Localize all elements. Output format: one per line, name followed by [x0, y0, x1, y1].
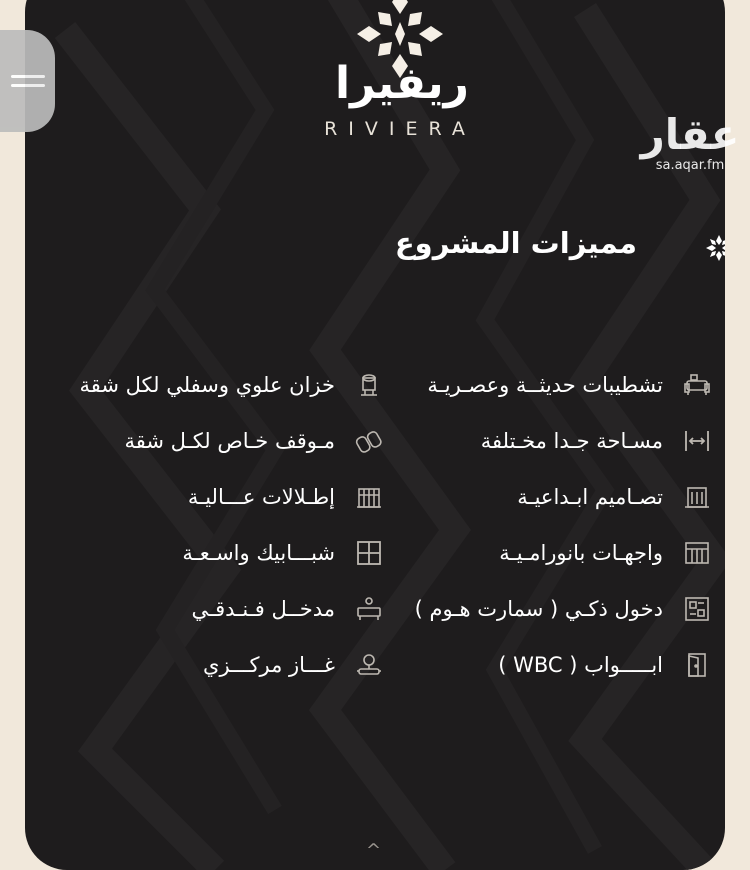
area-icon: [683, 427, 711, 455]
aqar-watermark: [630, 112, 750, 174]
feature-label: إطـلالات عـــاليـة: [187, 485, 335, 509]
door-icon: [683, 651, 711, 679]
feature-item: [77, 648, 383, 682]
bottom-ornament: ^: [366, 840, 382, 861]
feature-item: [77, 368, 383, 402]
feature-label: مدخــل فـنـدقـي: [191, 597, 335, 621]
sparkle-icon: [705, 234, 725, 262]
feature-label: خزان علوي وسفلي لكل شقة: [79, 373, 335, 397]
feature-item: [77, 480, 383, 514]
feature-label: دخول ذكـي ( سمارت هـوم ): [414, 597, 663, 621]
feature-label: واجهـات بانورامـيـة: [499, 541, 663, 565]
reception-icon: [355, 595, 383, 623]
watermark-logo-text: عقار: [640, 110, 740, 159]
water-tank-icon: [355, 371, 383, 399]
facade-icon: [683, 539, 711, 567]
feature-label: شبـــابيك واسـعـة: [182, 541, 335, 565]
feature-item: [411, 424, 711, 458]
feature-item: [411, 368, 711, 402]
feature-label: مـوقف خـاص لكـل شقة: [124, 429, 335, 453]
feature-label: غـــاز مركـــزي: [203, 653, 335, 677]
smart-home-icon: [683, 595, 711, 623]
section-title: مميزات المشروع: [394, 226, 637, 260]
sofa-icon: [683, 371, 711, 399]
feature-label: مسـاحة جـدا مخـتلفة: [480, 429, 663, 453]
brand-name-english: RIVIERA: [324, 118, 476, 140]
feature-item: [411, 536, 711, 570]
feature-label: تصـاميم ابـداعيـة: [517, 485, 663, 509]
watermark-url: sa.aqar.fm: [655, 158, 725, 173]
feature-item: [411, 648, 711, 682]
brand-name-arabic: ريفيرا: [335, 58, 469, 109]
feature-item: [411, 480, 711, 514]
view-icon: [355, 483, 383, 511]
gas-icon: [355, 651, 383, 679]
feature-label: تشطيبات حديثــة وعصـريـة: [427, 373, 663, 397]
building-icon: [683, 483, 711, 511]
car-key-icon: [355, 427, 383, 455]
project-card: [25, 0, 725, 870]
feature-item: [77, 536, 383, 570]
menu-icon: [11, 75, 45, 78]
menu-icon: [11, 84, 45, 87]
feature-label: ابـــــواب ( WBC ): [498, 653, 663, 677]
feature-item: [77, 424, 383, 458]
feature-item: [411, 592, 711, 626]
feature-item: [77, 592, 383, 626]
window-icon: [355, 539, 383, 567]
menu-button[interactable]: [0, 30, 55, 132]
